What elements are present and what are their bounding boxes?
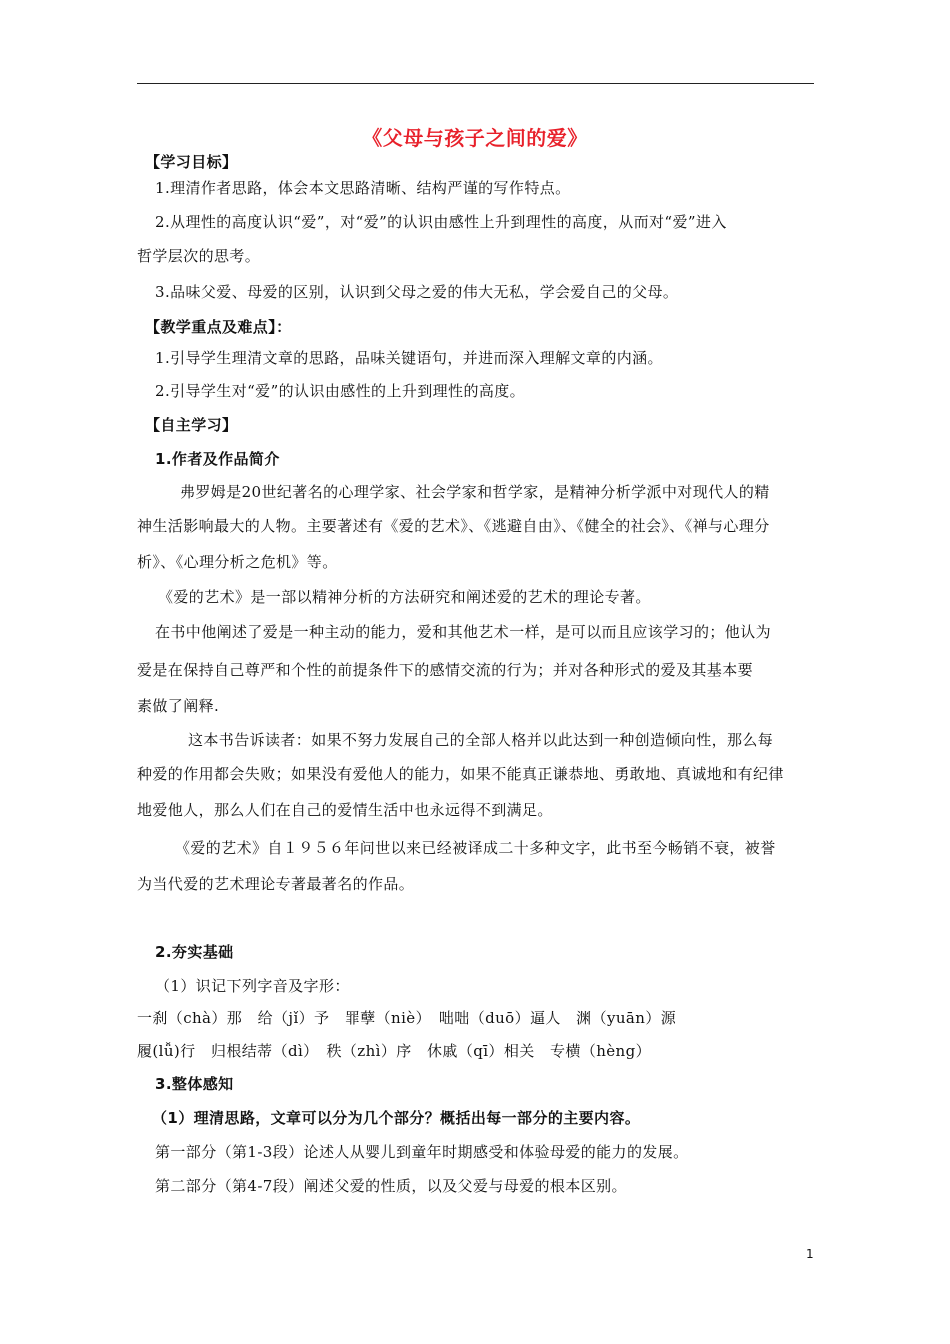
author-heading: 1.作者及作品简介	[155, 450, 280, 468]
page-number: 1	[806, 1247, 814, 1261]
pronunciation-line-2: 履(lǚ)行 归根结蒂（dì） 秩（zhì）序 休戚（qī）相关 专横（hèng）	[137, 1042, 652, 1060]
basics-heading: 2.夯实基础	[155, 943, 234, 961]
objective-1: 1.理清作者思路，体会本文思路清晰、结构严谨的写作特点。	[155, 179, 571, 197]
basics-task: （1）识记下列字音及字形：	[155, 977, 350, 995]
objective-2: 2.从理性的高度认识“爱”，对“爱”的认识由感性上升到理性的高度，从而对“爱”进入	[155, 213, 727, 231]
author-line-12: 为当代爱的艺术理论专著最著名的作品。	[137, 875, 415, 893]
key-point-1: 1.引导学生理清文章的思路，品味关键语句，并进而深入理解文章的内涵。	[155, 349, 663, 367]
overall-heading: 3.整体感知	[155, 1075, 234, 1093]
author-line-10: 地爱他人，那么人们在自己的爱情生活中也永远得不到满足。	[137, 801, 553, 819]
author-line-11: 《爱的艺术》自１９５６年问世以来已经被译成二十多种文字，此书至今畅销不衰，被誉	[175, 839, 776, 857]
author-line-8: 这本书告诉读者：如果不努力发展自己的全部人格并以此达到一种创造倾向性，那么每	[188, 731, 774, 749]
objectives-heading: 【学习目标】	[145, 153, 238, 171]
key-points-heading: 【教学重点及难点】：	[145, 318, 292, 336]
author-line-1: 弗罗姆是20世纪著名的心理学家、社会学家和哲学家，是精神分析学派中对现代人的精	[180, 483, 770, 501]
author-line-2: 神生活影响最大的人物。主要著述有《爱的艺术》、《逃避自由》、《健全的社会》、《禅与心理分	[137, 517, 770, 535]
author-line-7: 素做了阐释.	[137, 697, 220, 715]
overall-question: （1）理清思路，文章可以分为几个部分？概括出每一部分的主要内容。	[152, 1109, 641, 1127]
overall-part-2: 第二部分（第4-7段）阐述父爱的性质，以及父爱与母爱的根本区别。	[155, 1177, 627, 1195]
key-point-2: 2.引导学生对“爱”的认识由感性的上升到理性的高度。	[155, 382, 526, 400]
self-study-heading: 【自主学习】	[145, 416, 238, 434]
objective-2-cont: 哲学层次的思考。	[137, 247, 261, 265]
header-rule	[137, 83, 814, 84]
author-line-9: 种爱的作用都会失败；如果没有爱他人的能力，如果不能真正谦恭地、勇敢地、真诚地和有纪律	[137, 765, 784, 783]
author-line-5: 在书中他阐述了爱是一种主动的能力，爱和其他艺术一样，是可以而且应该学习的；他认为	[155, 623, 772, 641]
objective-3: 3.品味父爱、母爱的区别，认识到父母之爱的伟大无私，学会爱自己的父母。	[155, 283, 679, 301]
author-line-4: 《爱的艺术》是一部以精神分析的方法研究和阐述爱的艺术的理论专著。	[158, 588, 651, 606]
author-line-3: 析》、《心理分析之危机》等。	[137, 553, 338, 571]
author-line-6: 爱是在保持自己尊严和个性的前提条件下的感情交流的行为；并对各种形式的爱及其基本要	[137, 661, 754, 679]
overall-part-1: 第一部分（第1-3段）论述人从婴儿到童年时期感受和体验母爱的能力的发展。	[155, 1143, 689, 1161]
document-title: 《父母与孩子之间的爱》	[362, 126, 588, 150]
pronunciation-line-1: 一刹（chà）那 给（jǐ）予 罪孽（niè） 咄咄（duō）逼人 渊（yuān）源	[137, 1009, 677, 1027]
